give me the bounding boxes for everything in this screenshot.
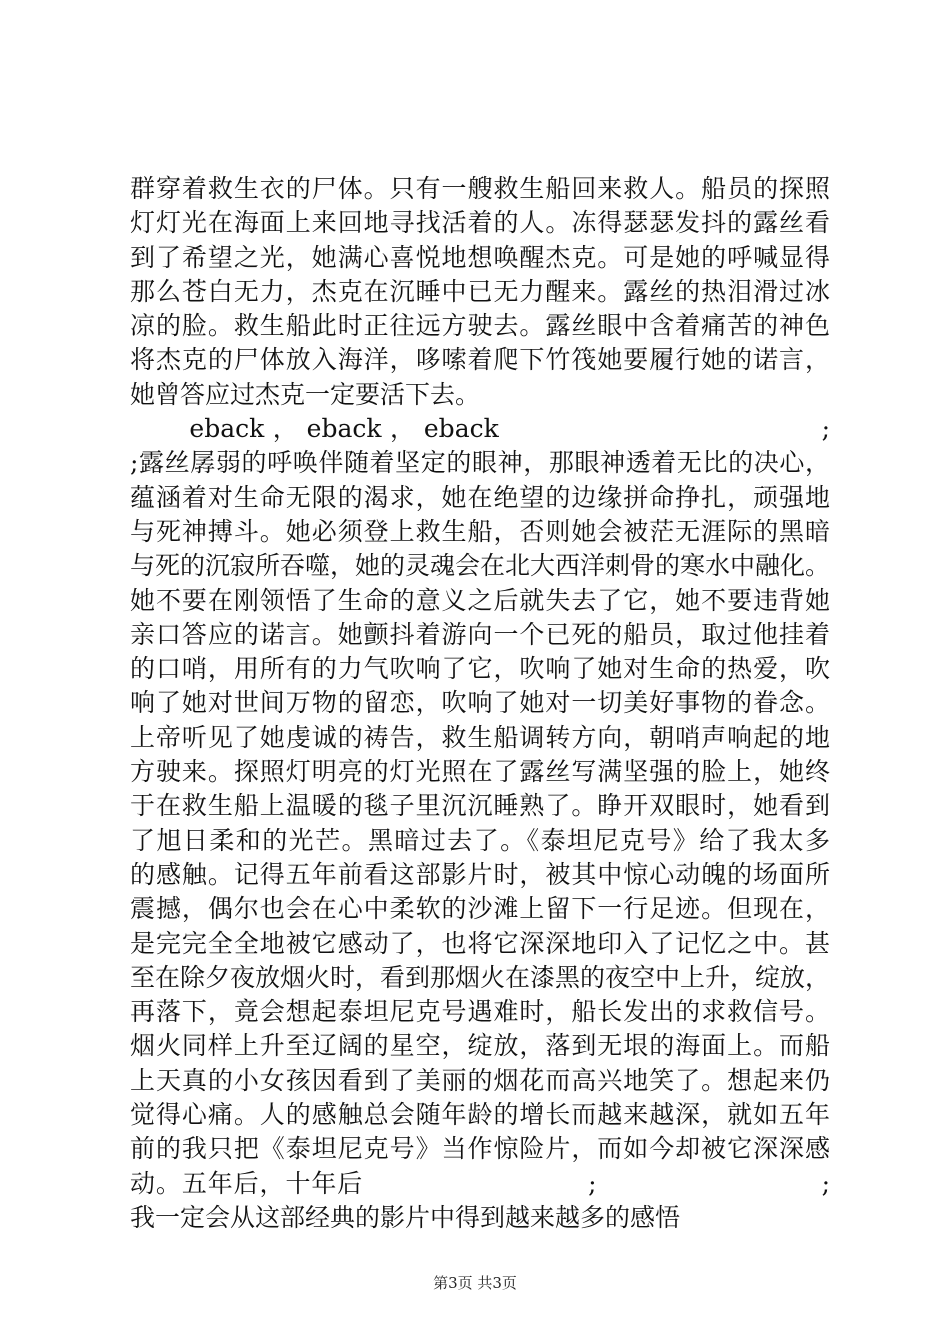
text-line: eback ， eback ， eback ; [130, 414, 830, 444]
text-line: 震撼，偶尔也会在心中柔软的沙滩上留下一行足迹。但现在， [130, 894, 830, 924]
text-line: 将杰克的尸体放入海洋，哆嗦着爬下竹筏她要履行她的诺言， [130, 345, 830, 375]
text-line: 亲口答应的诺言。她颤抖着游向一个已死的船员，取过他挂着 [130, 619, 830, 649]
text-line: 再落下，竟会想起泰坦尼克号遇难时，船长发出的求救信号。 [130, 997, 830, 1027]
text-line: 我一定会从这部经典的影片中得到越来越多的感悟 [130, 1202, 681, 1232]
text-line: 方驶来。探照灯明亮的灯光照在了露丝写满坚强的脸上，她终 [130, 757, 830, 787]
text-line: 她不要在刚领悟了生命的意义之后就失去了它，她不要违背她 [130, 585, 830, 615]
text-line: 的感触。记得五年前看这部影片时，被其中惊心动魄的场面所 [130, 859, 830, 889]
text-line: 至在除夕夜放烟火时，看到那烟火在漆黑的夜空中上升，绽放， [130, 962, 831, 992]
text-line: 觉得心痛。人的感触总会随年龄的增长而越来越深，就如五年 [130, 1100, 830, 1130]
text-line: 响了她对世间万物的留恋，吹响了她对一切美好事物的眷念。 [130, 688, 830, 718]
text-line: 前的我只把《泰坦尼克号》当作惊险片，而如今却被它深深感 [130, 1134, 830, 1164]
text-line: ;露丝孱弱的呼唤伴随着坚定的眼神，那眼神透着无比的决心， [130, 448, 830, 478]
text-line: 是完完全全地被它感动了，也将它深深地印入了记忆之中。甚 [130, 928, 830, 958]
text-line: 上帝听见了她虔诚的祷告，救生船调转方向，朝哨声响起的地 [130, 722, 830, 752]
text-line: 凉的脸。救生船此时正往远方驶去。露丝眼中含着痛苦的神色 [130, 311, 830, 341]
text-line: 她曾答应过杰克一定要活下去。 [130, 379, 481, 409]
page-footer: 第3页 共3页 [433, 1274, 517, 1292]
text-line: 的口哨，用所有的力气吹响了它，吹响了她对生命的热爱，吹 [130, 654, 830, 684]
text-line: 与死神搏斗。她必须登上救生船，否则她会被茫无涯际的黑暗 [130, 516, 830, 546]
text-line: 与死的沉寂所吞噬，她的灵魂会在北大西洋刺骨的寒水中融化。 [130, 551, 831, 581]
text-line: 了旭日柔和的光芒。黑暗过去了。《泰坦尼克号》给了我太多 [130, 825, 830, 855]
text-line: 上天真的小女孩因看到了美丽的烟花而高兴地笑了。想起来仍 [130, 1065, 830, 1095]
text-line: 动。五年后，十年后 ; ; [130, 1168, 830, 1198]
text-line: 于在救生船上温暖的毯子里沉沉睡熟了。睁开双眼时，她看到 [130, 791, 830, 821]
text-line: 蕴涵着对生命无限的渴求，她在绝望的边缘拼命挣扎，顽强地 [130, 482, 830, 512]
text-line: 灯灯光在海面上来回地寻找活着的人。冻得瑟瑟发抖的露丝看 [130, 208, 830, 238]
text-line: 烟火同样上升至辽阔的星空，绽放，落到无垠的海面上。而船 [130, 1031, 830, 1061]
text-line: 到了希望之光，她满心喜悦地想唤醒杰克。可是她的呼喊显得 [130, 242, 830, 272]
text-line: 群穿着救生衣的尸体。只有一艘救生船回来救人。船员的探照 [130, 174, 830, 203]
text-line: 那么苍白无力，杰克在沉睡中已无力醒来。露丝的热泪滑过冰 [130, 276, 830, 306]
body-text [130, 172, 830, 1235]
